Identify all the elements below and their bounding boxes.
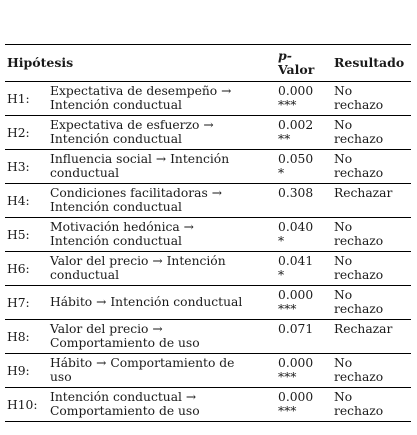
relation-line-1: Expectativa de esfuerzo →: [50, 118, 214, 132]
result-cell: [334, 218, 411, 251]
result-line-1: Rechazar: [334, 322, 393, 336]
table-header: [5, 45, 411, 82]
table-body: [5, 82, 411, 422]
result-cell: [334, 252, 411, 285]
table-row: [5, 388, 411, 422]
table-row: [5, 82, 411, 116]
relation-line-2: uso: [50, 370, 72, 384]
result-cell: [334, 388, 411, 421]
p-value-cell: [278, 388, 334, 421]
hypothesis-relation: [50, 218, 278, 251]
result-line-1: No: [334, 84, 353, 98]
relation-line-1: Intención conductual →: [50, 390, 197, 404]
relation-line-1: Valor del precio →: [50, 322, 163, 336]
significance-marker: ***: [278, 98, 297, 112]
result-line-2: rechazo: [334, 404, 384, 418]
table-row: [5, 218, 411, 252]
table-row: [5, 320, 411, 354]
result-cell: [334, 354, 411, 387]
result-line-1: No: [334, 390, 353, 404]
p-value: 0.308: [278, 186, 314, 200]
p-value: 0.000: [278, 84, 314, 98]
table-row: [5, 286, 411, 320]
p-value: 0.050: [278, 152, 314, 166]
result-line-1: Rechazar: [334, 186, 393, 200]
relation-line-2: Intención conductual: [50, 234, 182, 248]
table-row: [5, 354, 411, 388]
hypothesis-relation: [50, 184, 278, 217]
hypothesis-relation: [50, 150, 278, 183]
hypothesis-id: H2:: [7, 125, 30, 140]
p-value-cell: [278, 286, 334, 319]
result-line-1: No: [334, 152, 353, 166]
relation-line-2: Intención conductual: [50, 200, 182, 214]
relation-line-2: Comportamiento de uso: [50, 404, 200, 418]
p-value-cell: [278, 252, 334, 285]
hypothesis-id: H6:: [7, 261, 30, 276]
relation-line-1: Influencia social → Intención: [50, 152, 230, 166]
hypothesis-id: H4:: [7, 193, 30, 208]
hypothesis-id: H5:: [7, 227, 30, 242]
significance-marker: ***: [278, 404, 297, 418]
significance-marker: *: [278, 166, 285, 180]
relation-line-1: Motivación hedónica →: [50, 220, 194, 234]
relation-line-1: Valor del precio → Intención: [50, 254, 226, 268]
p-value: 0.041: [278, 254, 314, 268]
p-value-cell: [278, 150, 334, 183]
p-value: 0.071: [278, 322, 314, 336]
hypothesis-relation: [50, 286, 278, 319]
p-value-cell: [278, 320, 334, 353]
p-value: 0.000: [278, 288, 314, 302]
header-p-label: p-: [278, 48, 292, 63]
result-cell: [334, 82, 411, 115]
hypothesis-id: H1:: [7, 91, 30, 106]
relation-line-2: conductual: [50, 268, 120, 282]
header-hipotesis: Hipótesis: [7, 55, 74, 70]
relation-line-2: Comportamiento de uso: [50, 336, 200, 350]
result-cell: [334, 286, 411, 319]
hypothesis-id: H7:: [7, 295, 30, 310]
p-value: 0.040: [278, 220, 314, 234]
header-p-valor: [278, 45, 334, 81]
significance-marker: *: [278, 268, 285, 282]
result-line-2: rechazo: [334, 166, 384, 180]
table-row: [5, 150, 411, 184]
significance-marker: ***: [278, 370, 297, 384]
hypothesis-relation: [50, 252, 278, 285]
hypothesis-relation: [50, 388, 278, 421]
result-line-1: No: [334, 254, 353, 268]
relation-line-2: conductual: [50, 166, 120, 180]
result-cell: [334, 150, 411, 183]
result-cell: [334, 116, 411, 149]
result-line-2: rechazo: [334, 302, 384, 316]
relation-line-1: Hábito → Comportamiento de: [50, 356, 235, 370]
result-cell: [334, 184, 411, 217]
hypothesis-id: H8:: [7, 329, 30, 344]
relation-line-2: Intención conductual: [50, 98, 182, 112]
significance-marker: *: [278, 234, 285, 248]
result-line-2: rechazo: [334, 132, 384, 146]
hypothesis-relation: [50, 320, 278, 353]
hypothesis-id: H9:: [7, 363, 30, 378]
hypothesis-id: H10:: [7, 397, 38, 412]
p-value: 0.000: [278, 390, 314, 404]
relation-line-1: Expectativa de desempeño →: [50, 84, 232, 98]
hypothesis-relation: [50, 82, 278, 115]
table-row: [5, 184, 411, 218]
p-value-cell: [278, 184, 334, 217]
result-line-1: No: [334, 356, 353, 370]
result-line-1: No: [334, 288, 353, 302]
hypothesis-table: [5, 44, 411, 422]
result-line-2: rechazo: [334, 268, 384, 282]
result-cell: [334, 320, 411, 353]
p-value: 0.000: [278, 356, 314, 370]
relation-line-1: Hábito → Intención conductual: [50, 295, 243, 309]
result-line-2: rechazo: [334, 234, 384, 248]
p-value-cell: [278, 82, 334, 115]
significance-marker: ***: [278, 302, 297, 316]
p-value-cell: [278, 218, 334, 251]
hypothesis-id: H3:: [7, 159, 30, 174]
result-line-2: rechazo: [334, 98, 384, 112]
relation-line-2: Intención conductual: [50, 132, 182, 146]
result-line-1: No: [334, 220, 353, 234]
p-value-cell: [278, 354, 334, 387]
significance-marker: **: [278, 132, 291, 146]
p-value-cell: [278, 116, 334, 149]
result-line-1: No: [334, 118, 353, 132]
table-row: [5, 116, 411, 150]
relation-line-1: Condiciones facilitadoras →: [50, 186, 223, 200]
result-line-2: rechazo: [334, 370, 384, 384]
hypothesis-relation: [50, 354, 278, 387]
p-value: 0.002: [278, 118, 314, 132]
header-valor-label: Valor: [278, 62, 315, 77]
header-resultado: Resultado: [334, 55, 405, 70]
table-row: [5, 252, 411, 286]
hypothesis-relation: [50, 116, 278, 149]
